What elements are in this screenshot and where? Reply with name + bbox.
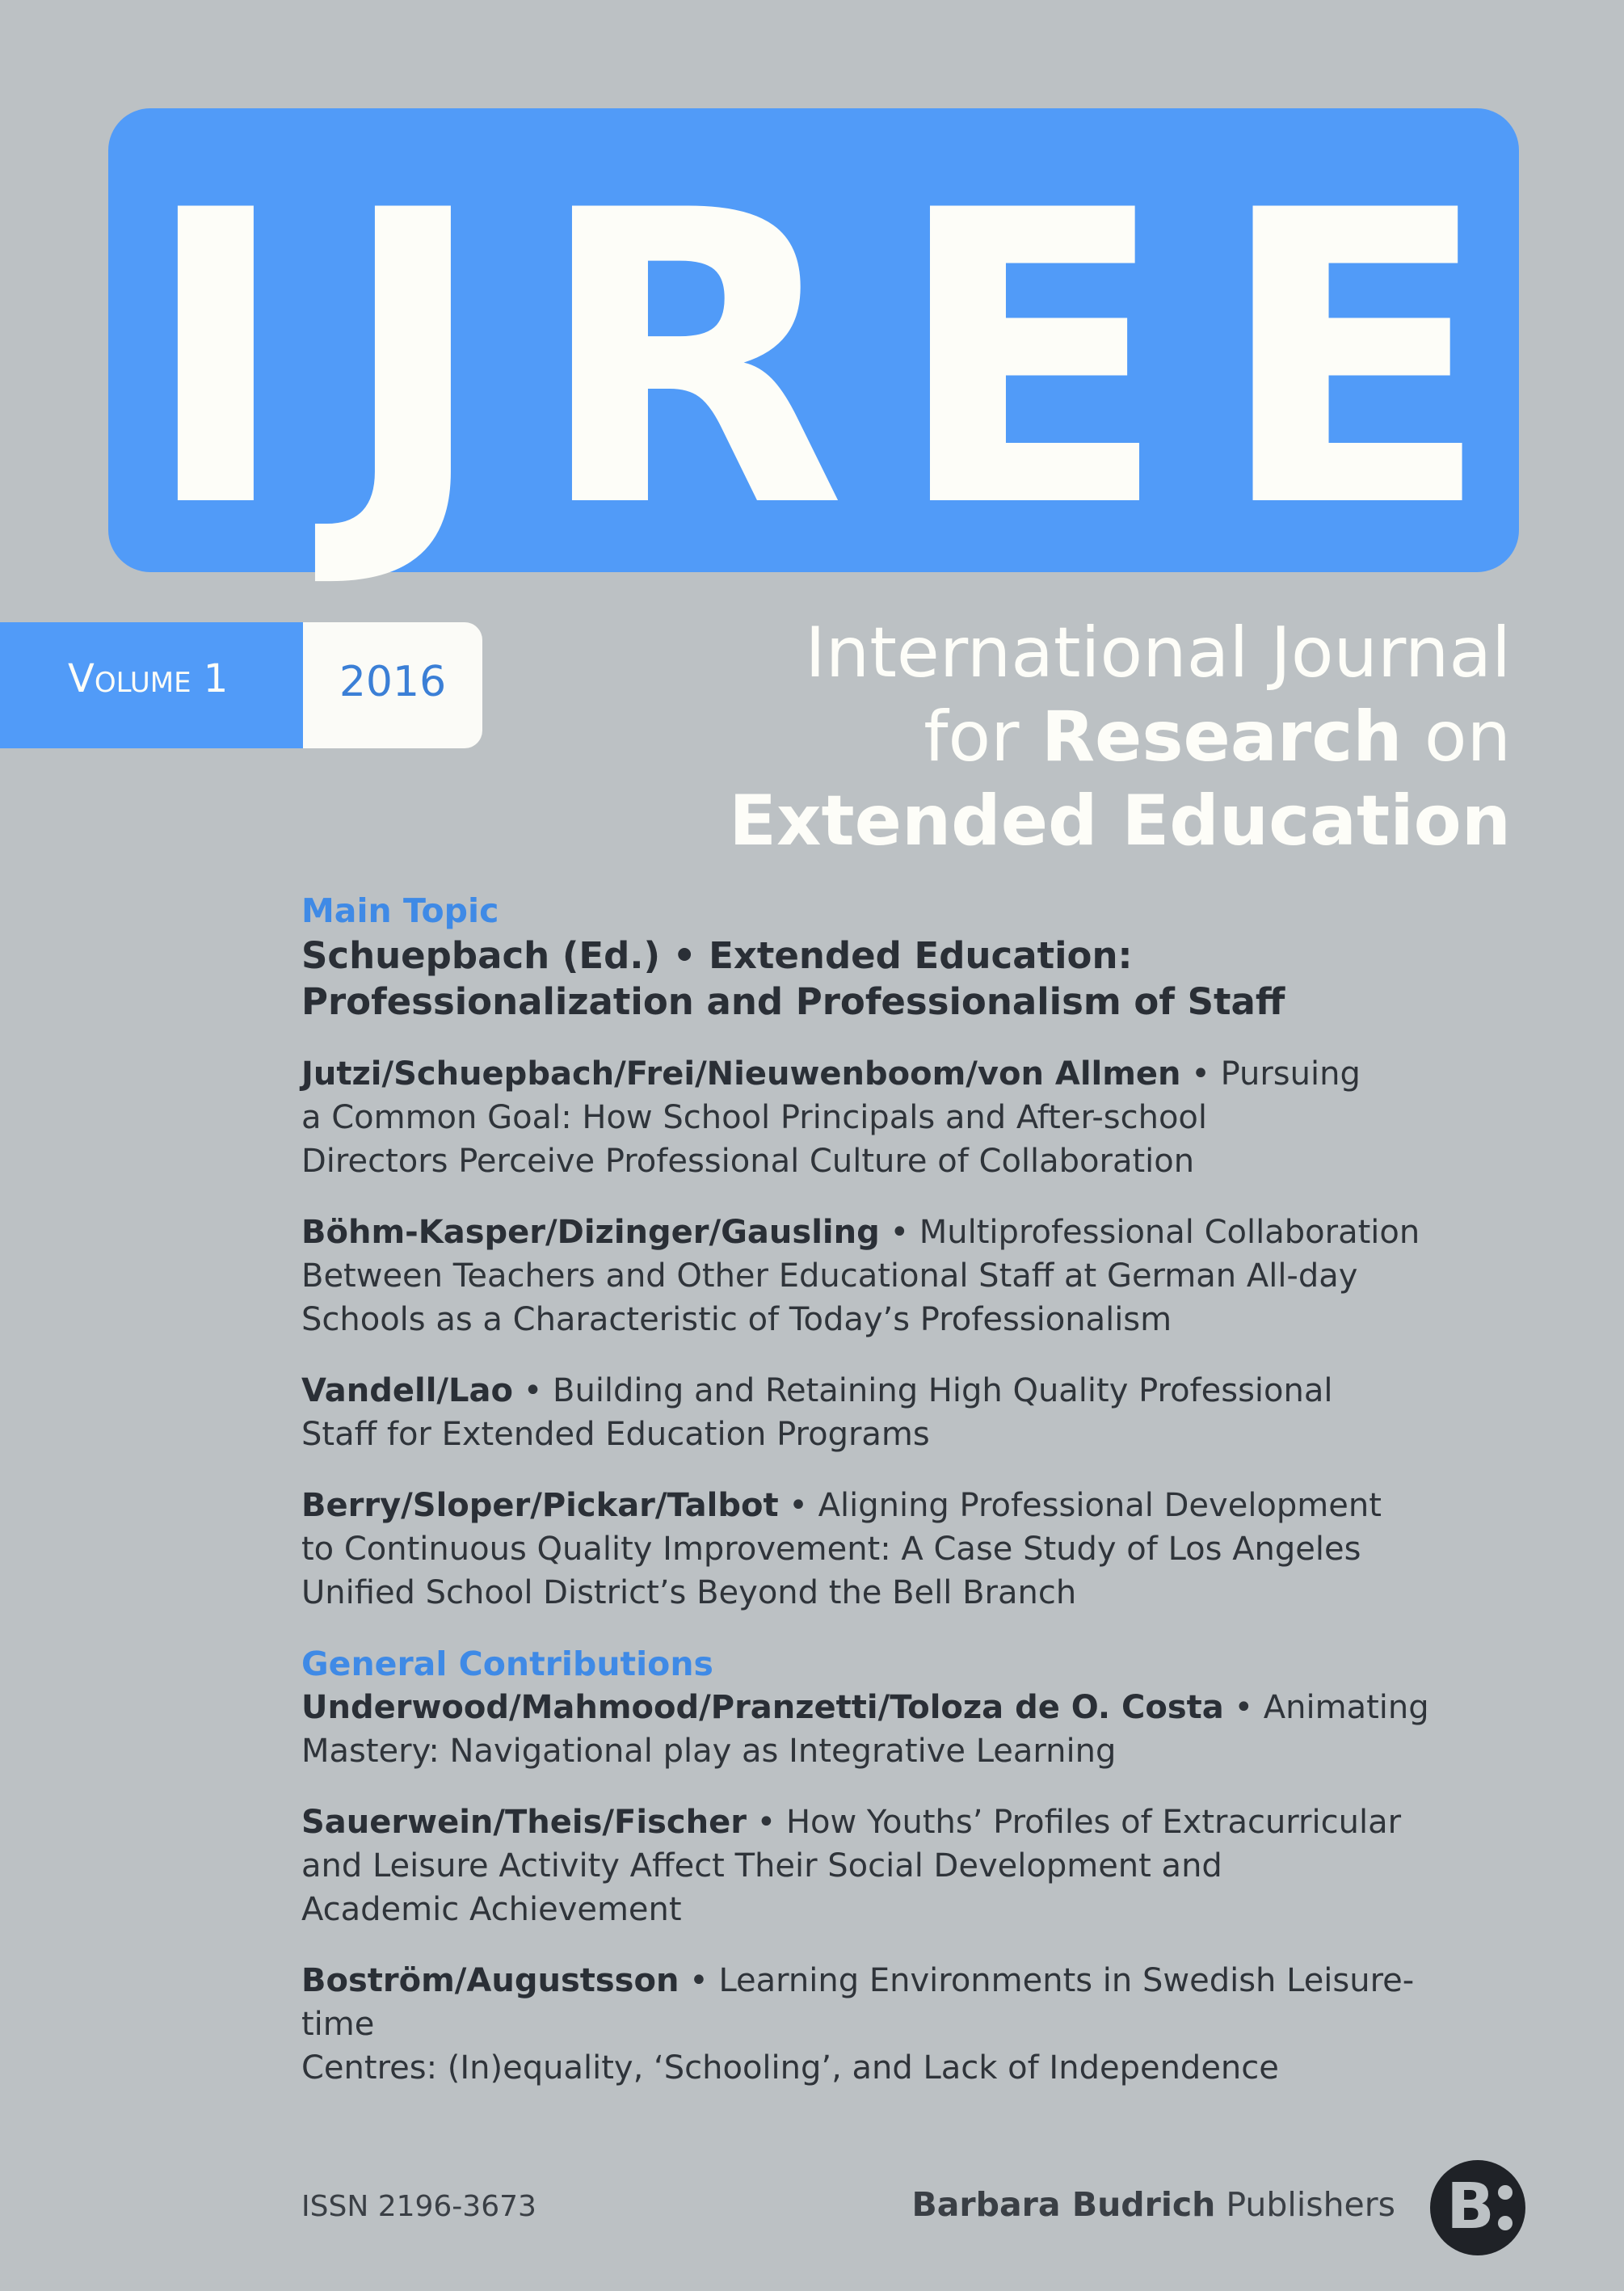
article-title-line: • Multiprofessional Collaboration [879, 1214, 1420, 1251]
article-title-line: a Common Goal: How School Principals and After-school [301, 1099, 1208, 1136]
article-title-line: • Pursuing [1180, 1055, 1361, 1093]
article-entry [301, 1959, 1449, 2090]
article-title-line: and Leisure Activity Affect Their Social Development and [301, 1847, 1222, 1885]
journal-logo-banner [108, 108, 1539, 596]
main-topic-articles [301, 1052, 1449, 1615]
journal-title-line2: for Research on [923, 697, 1511, 777]
volume-tab [0, 622, 303, 748]
article-authors: Jutzi/Schuepbach/Frei/Nieuwenboom/von Allmen [301, 1055, 1181, 1093]
article-title-line: Schools as a Characteristic of Today’s Professionalism [301, 1301, 1172, 1338]
article-title-line: • Learning Environments in Swedish Leisure-time [301, 1962, 1415, 2043]
article-entry [301, 1369, 1449, 1456]
journal-title-line1: International Journal [805, 613, 1511, 693]
year-label: 2016 [339, 658, 447, 706]
volume-label: Volume 1 [68, 656, 229, 701]
article-title-line: Centres: (In)equality, ‘Schooling’, and Lack of Independence [301, 2049, 1279, 2087]
article-title-line: to Continuous Quality Improvement: A Case Study of Los Angeles [301, 1531, 1361, 1568]
svg-text:B: B [1446, 2171, 1495, 2243]
journal-title-line3: Extended Education [729, 781, 1511, 861]
article-entry [301, 1052, 1449, 1183]
article-title-line: Academic Achievement [301, 1891, 682, 1928]
article-authors: Böhm-Kasper/Dizinger/Gausling [301, 1214, 880, 1251]
main-topic-theme: Schuepbach (Ed.) • Extended Education: Professionalization and Professionalism of Staff [301, 934, 1285, 1023]
article-title-line: Staff for Extended Education Programs [301, 1416, 930, 1453]
article-entry [301, 1686, 1449, 1773]
article-entry [301, 1484, 1449, 1615]
article-title-line: • Building and Retaining High Quality Professional [513, 1372, 1333, 1409]
journal-logo-text: IJREE [141, 125, 1539, 596]
publisher-name: Barbara Budrich Publishers [911, 2185, 1395, 2224]
article-authors: Boström/Augustsson [301, 1962, 679, 1999]
article-entry [301, 1800, 1449, 1931]
article-authors: Berry/Sloper/Pickar/Talbot [301, 1487, 779, 1524]
journal-title [729, 611, 1511, 863]
article-authors: Sauerwein/Theis/Fischer [301, 1804, 747, 1841]
publisher-logo-icon [1430, 2160, 1525, 2255]
main-topic-label: Main Topic [301, 891, 499, 930]
article-title-line: Between Teachers and Other Educational Staff at German All-day [301, 1257, 1358, 1295]
general-contributions-label: General Contributions [301, 1645, 713, 1683]
table-of-contents [301, 889, 1449, 2090]
article-authors: Vandell/Lao [301, 1372, 513, 1409]
article-title-line: • Animating [1223, 1689, 1429, 1726]
article-title-line: • How Youths’ Profiles of Extracurricular [746, 1804, 1402, 1841]
issn: ISSN 2196-3673 [301, 2190, 536, 2223]
article-title-line: Mastery: Navigational play as Integrative Learning [301, 1733, 1117, 1770]
year-tab [303, 622, 482, 748]
article-title-line: Directors Perceive Professional Culture of Collaboration [301, 1143, 1195, 1180]
general-contributions-articles [301, 1686, 1449, 2090]
article-title-line: Unified School District’s Beyond the Bell Branch [301, 1574, 1077, 1611]
article-authors: Underwood/Mahmood/Pranzetti/Toloza de O. Costa [301, 1689, 1224, 1726]
article-entry [301, 1211, 1449, 1341]
article-title-line: • Aligning Professional Development [778, 1487, 1382, 1524]
